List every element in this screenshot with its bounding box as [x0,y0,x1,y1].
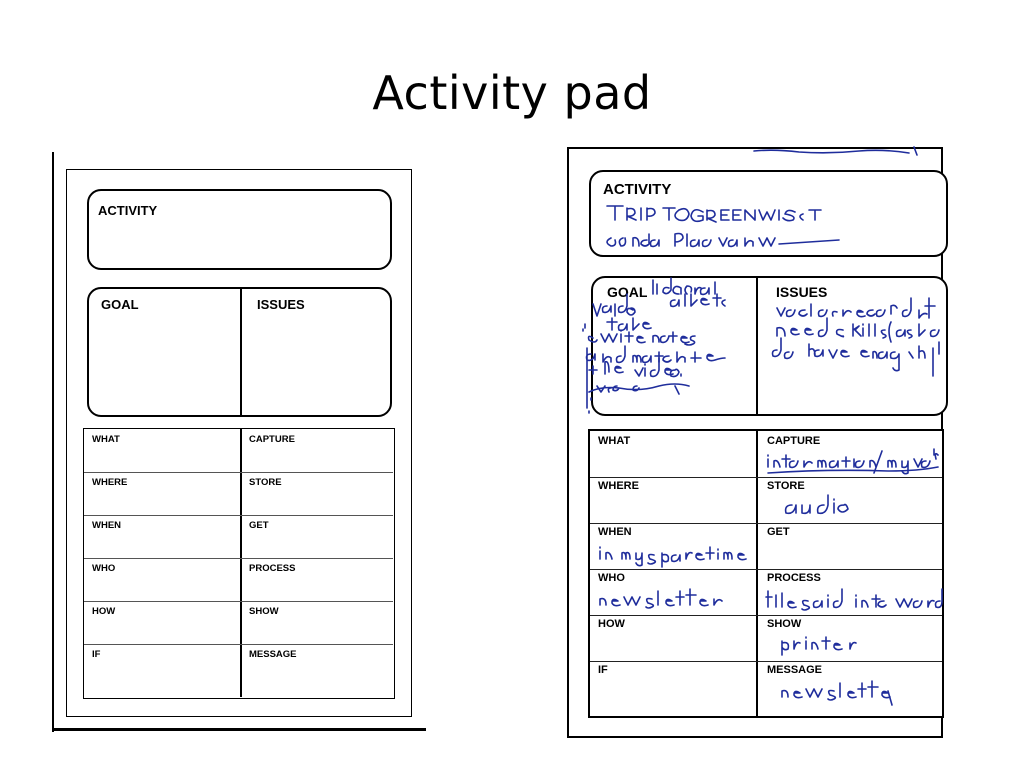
row-label-get-filled: GET [767,526,790,538]
row-label-capture: CAPTURE [249,434,295,445]
page-edge-left [52,152,54,732]
row-label-show: SHOW [249,606,279,617]
table-divider [240,429,242,697]
goal-label-filled: GOAL [607,284,648,300]
row-label-who-filled: WHO [598,572,625,584]
row-label-process: PROCESS [249,563,296,574]
goal-issues-divider-filled [756,278,758,414]
row-label-get: GET [249,520,269,531]
row-label-what: WHAT [92,434,120,445]
activity-handwriting [603,200,933,252]
row-label-if: IF [92,649,101,660]
details-table [83,428,395,699]
details-table-filled [588,429,944,718]
show-handwriting [776,627,876,659]
process-handwriting [764,585,944,617]
row-label-how-filled: HOW [598,618,625,630]
goal-issues-box-filled [591,276,948,416]
row-label-show-filled: SHOW [767,618,802,630]
issues-label-filled: ISSUES [776,284,828,300]
activity-label-filled: ACTIVITY [603,181,672,198]
goal-issues-box [87,287,392,417]
row-label-store-filled: STORE [767,480,805,492]
row-label-process-filled: PROCESS [767,572,821,584]
when-handwriting [594,539,794,569]
row-label-when-filled: WHEN [598,526,632,538]
table-divider-filled [756,431,758,716]
top-edge-scribble [749,145,929,159]
goal-handwriting [557,274,753,424]
blank-activity-pad [66,169,412,717]
issues-label: ISSUES [257,297,305,312]
row-label-if-filled: IF [598,664,608,676]
row-label-capture-filled: CAPTURE [767,435,821,447]
activity-box-filled [589,170,948,257]
page-edge-bottom [52,728,426,731]
row-label-where: WHERE [92,477,128,488]
row-label-how: HOW [92,606,116,617]
goal-label: GOAL [101,297,139,312]
row-label-who: WHO [92,563,116,574]
message-handwriting [776,675,906,709]
row-label-where-filled: WHERE [598,480,639,492]
row-label-message-filled: MESSAGE [767,664,823,676]
activity-label: ACTIVITY [98,203,158,218]
slide-title: Activity pad [372,66,652,120]
row-label-when: WHEN [92,520,122,531]
row-label-store: STORE [249,477,282,488]
activity-box [87,189,392,270]
issues-handwriting [769,294,959,394]
row-label-message: MESSAGE [249,649,297,660]
store-handwriting [780,493,870,521]
goal-issues-divider [240,289,242,415]
who-handwriting [594,583,734,615]
filled-activity-pad [567,147,943,738]
row-label-what-filled: WHAT [598,435,631,447]
capture-handwriting [764,445,944,477]
